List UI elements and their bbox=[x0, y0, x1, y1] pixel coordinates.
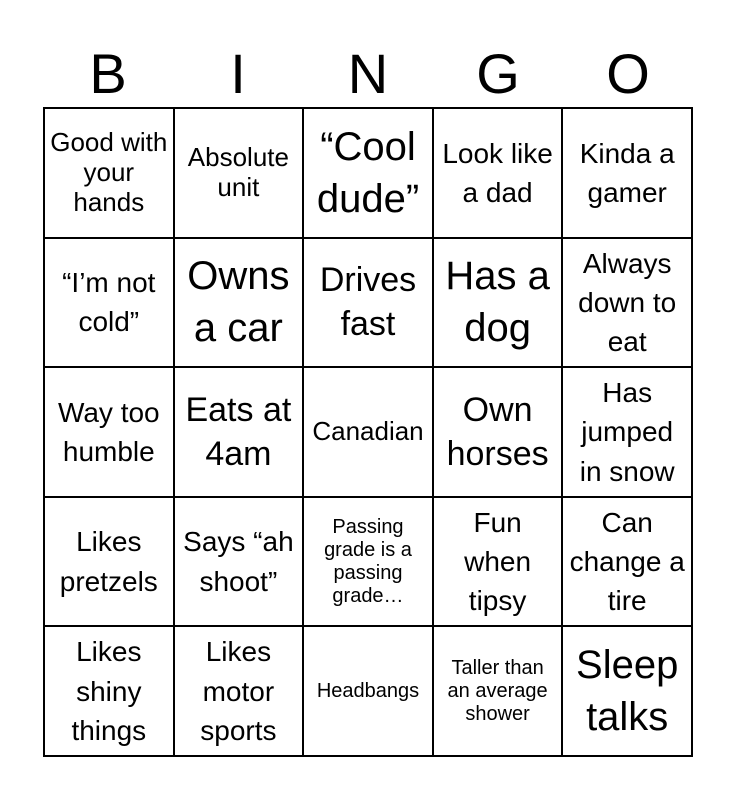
bingo-header bbox=[43, 40, 693, 108]
bingo-cell[interactable]: Look like a dad bbox=[433, 108, 563, 238]
bingo-cell[interactable]: Passing grade is a passing grade… bbox=[303, 497, 433, 627]
bingo-cell[interactable]: “Cool dude” bbox=[303, 108, 433, 238]
bingo-cell[interactable]: Absolute unit bbox=[174, 108, 304, 238]
bingo-board bbox=[43, 107, 693, 757]
header-letter-n: N bbox=[347, 42, 389, 105]
bingo-cell[interactable]: Eats at 4am bbox=[174, 367, 304, 497]
header-letter-i: I bbox=[230, 42, 246, 105]
bingo-cell[interactable]: Can change a tire bbox=[562, 497, 692, 627]
bingo-cell[interactable]: Has jumped in snow bbox=[562, 367, 692, 497]
bingo-cell[interactable]: Canadian bbox=[303, 367, 433, 497]
bingo-cell[interactable]: Drives fast bbox=[303, 238, 433, 368]
bingo-cell[interactable]: Has a dog bbox=[433, 238, 563, 368]
bingo-cell[interactable]: Always down to eat bbox=[562, 238, 692, 368]
bingo-cell[interactable]: Says “ah shoot” bbox=[174, 497, 304, 627]
bingo-cell[interactable]: Fun when tipsy bbox=[433, 497, 563, 627]
header-letter-b: B bbox=[89, 42, 127, 105]
bingo-cell[interactable]: Sleep talks bbox=[562, 626, 692, 756]
bingo-cell[interactable]: Taller than an average shower bbox=[433, 626, 563, 756]
header-letter-g: G bbox=[476, 42, 520, 105]
bingo-cell[interactable]: Likes pretzels bbox=[44, 497, 174, 627]
bingo-cell[interactable]: Likes motor sports bbox=[174, 626, 304, 756]
bingo-cell[interactable]: Headbangs bbox=[303, 626, 433, 756]
bingo-cell[interactable]: Way too humble bbox=[44, 367, 174, 497]
bingo-cell[interactable]: Own horses bbox=[433, 367, 563, 497]
bingo-cell[interactable]: Likes shiny things bbox=[44, 626, 174, 756]
bingo-cell[interactable]: Kinda a gamer bbox=[562, 108, 692, 238]
bingo-cell[interactable]: Owns a car bbox=[174, 238, 304, 368]
bingo-cell[interactable]: Good with your hands bbox=[44, 108, 174, 238]
bingo-cell[interactable]: “I’m not cold” bbox=[44, 238, 174, 368]
header-letter-o: O bbox=[606, 42, 650, 105]
